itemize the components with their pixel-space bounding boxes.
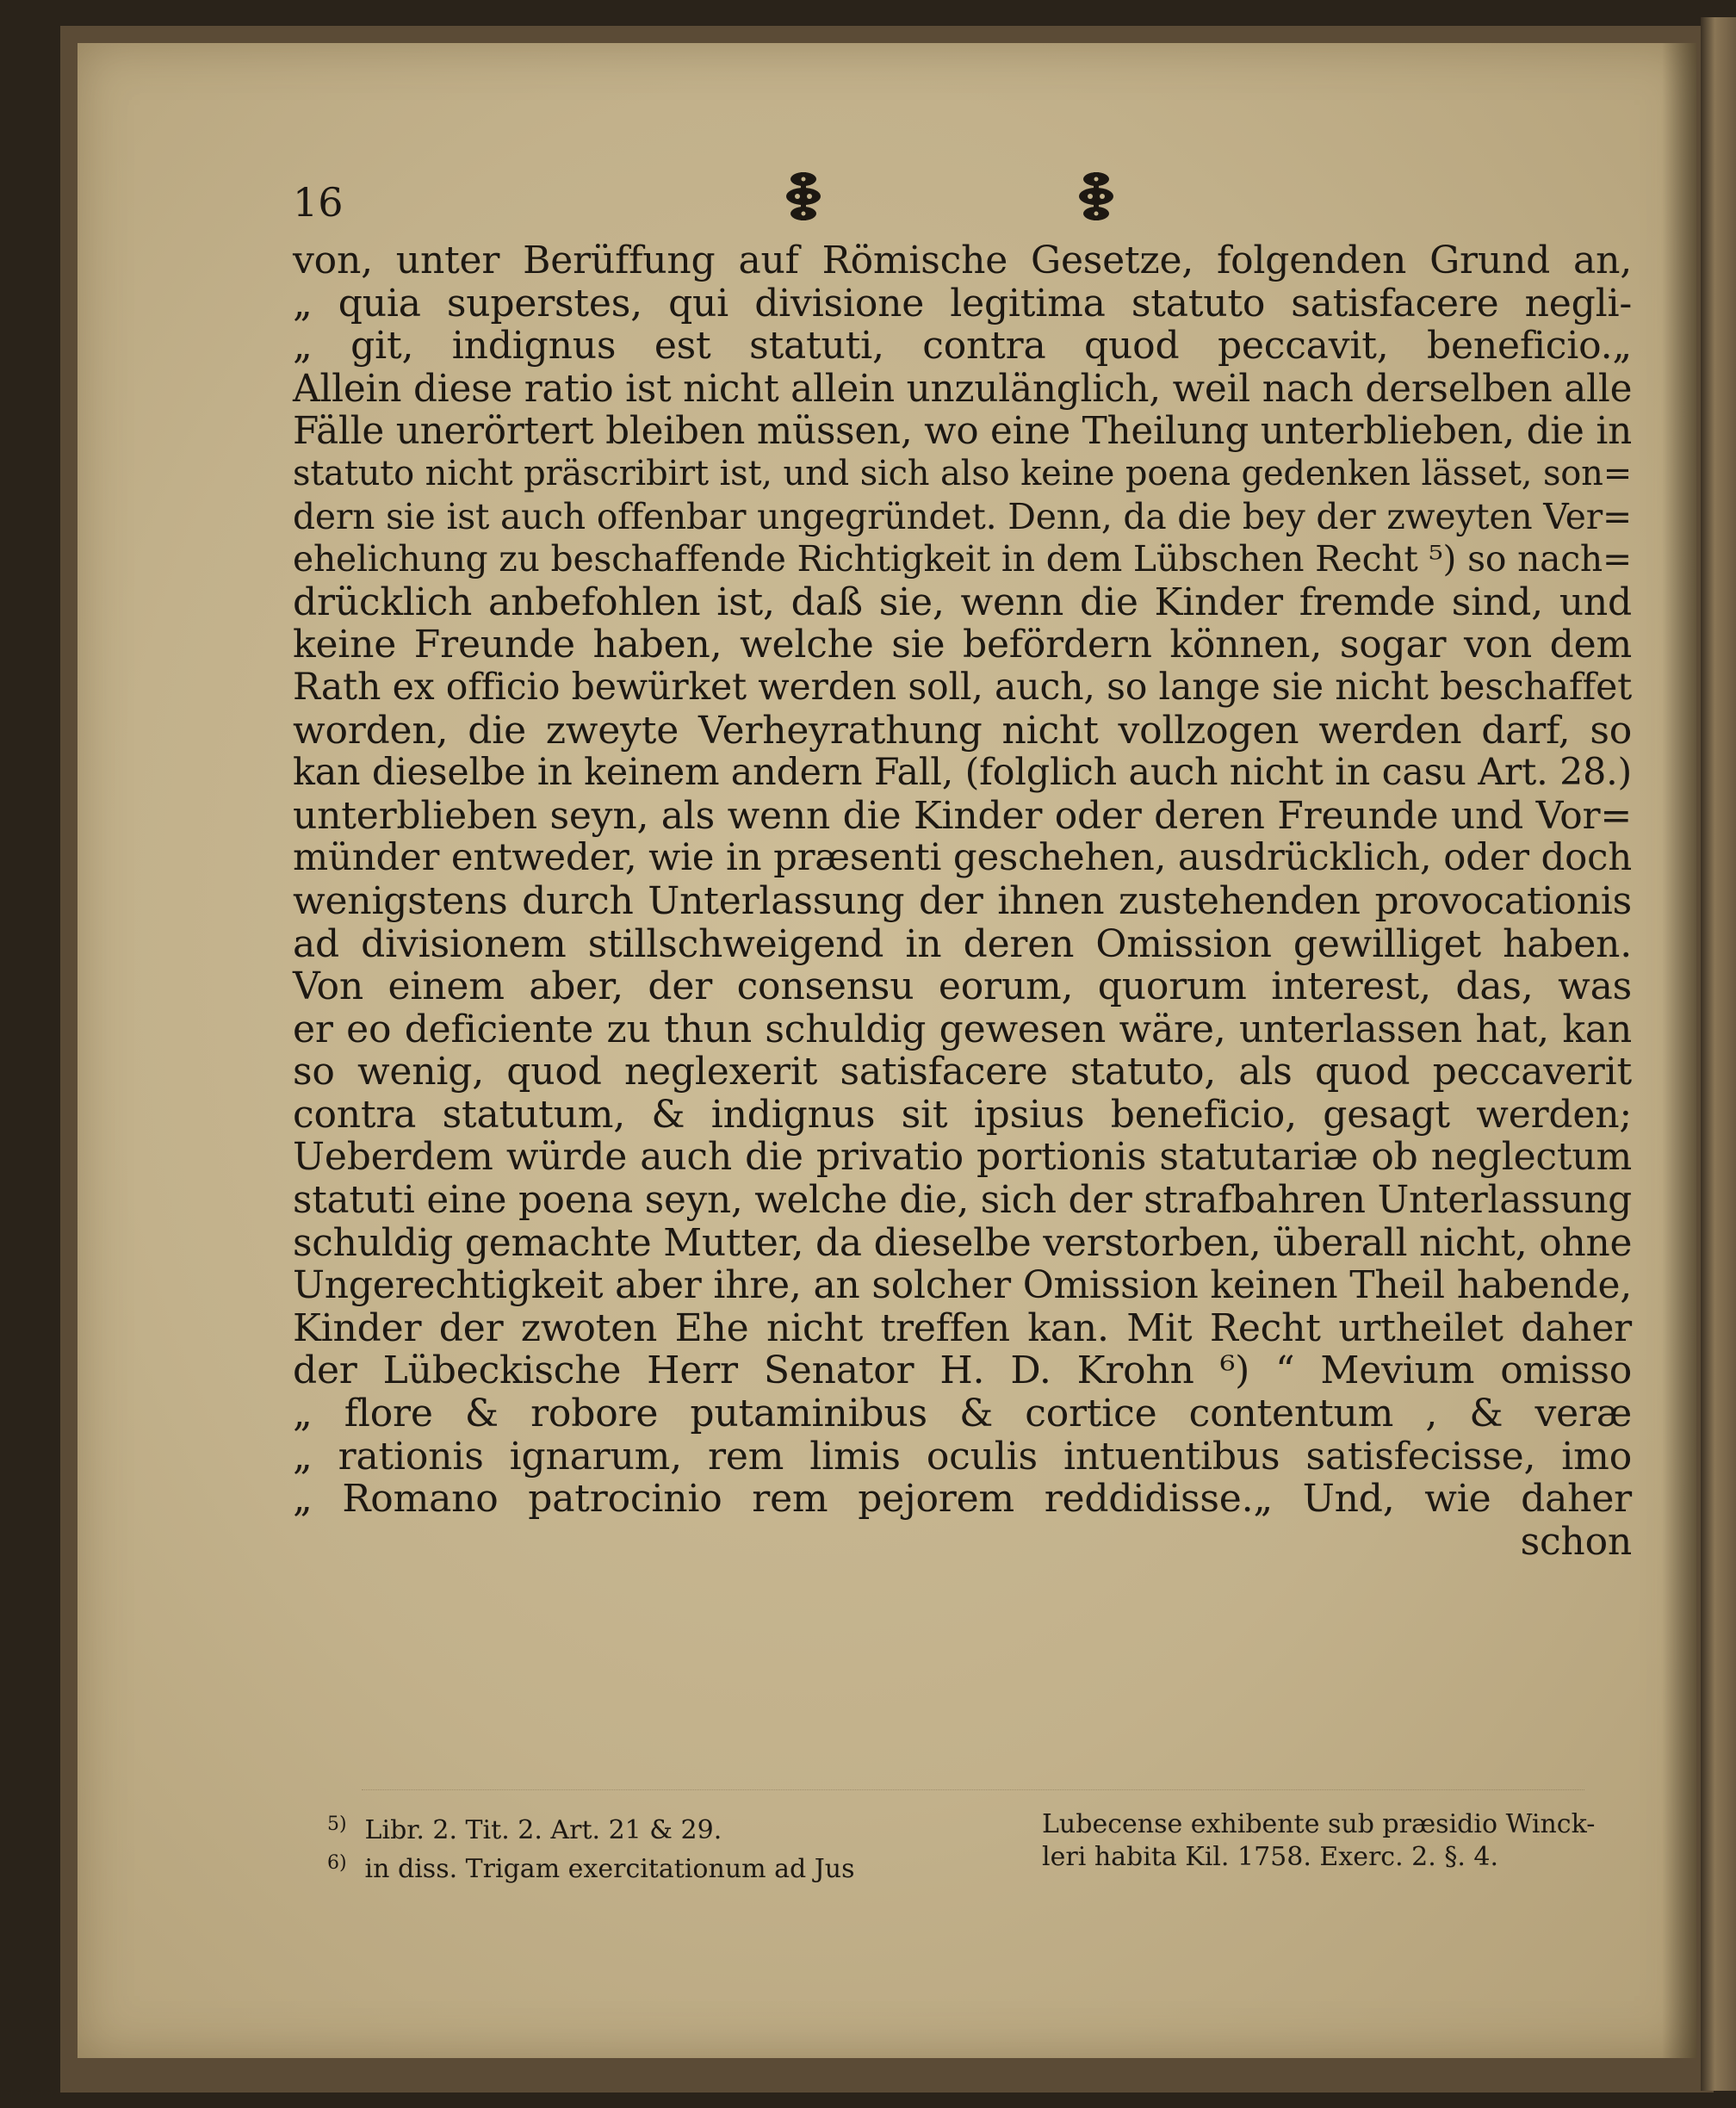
footnote-marker: 6) [327, 1852, 347, 1874]
footnote [327, 1808, 947, 1847]
text-line: so wenig, quod neglexerit satisfacere statuto, als quod peccaverit [293, 1050, 1632, 1094]
page-gutter [1662, 43, 1696, 2058]
catchword: schon [1520, 1519, 1632, 1564]
fleuron-ornament-left-icon [779, 169, 828, 224]
footnote-marker: 5) [327, 1814, 347, 1835]
text-line: wenigstens durch Unterlassung der ihnen zustehenden provocationis [293, 878, 1632, 923]
text-line: münder entweder, wie in præsenti geschehen, ausdrücklich, oder doch [293, 836, 1632, 880]
text-line: worden, die zweyte Verheyrathung nicht vollzogen werden darf, so [293, 708, 1632, 753]
text-line: unterblieben seyn, als wenn die Kinder oder deren Freunde und Vor= [293, 793, 1632, 838]
text-line: statuti eine poena seyn, welche die, sich der strafbahren Unterlassung [293, 1178, 1632, 1223]
text-line: ad divisionem stillschweigend in deren Omission gewilliget haben. [293, 921, 1632, 966]
text-line: Allein diese ratio ist nicht allein unzulänglich, weil nach derselben alle [293, 366, 1633, 411]
text-line: Ueberdem würde auch die privatio portionis statutariæ ob neglectum [293, 1135, 1632, 1180]
text-line: Kinder der zwoten Ehe nicht treffen kan. Mit Recht urtheilet daher [293, 1305, 1632, 1350]
text-line: kan dieselbe in keinem andern Fall, (folglich auch nicht in casu Art. 28.) [293, 751, 1632, 795]
text-line: „ quia superstes, qui divisione legitima statuto satisfacere negli- [293, 281, 1632, 326]
text-line: er eo deficiente zu thun schuldig gewesen wäre, unterlassen hat, kan [293, 1007, 1632, 1051]
text-line: „ git, indignus est statuti, contra quod peccavit, beneficio.„ [293, 324, 1632, 369]
next-leaf-edge [1701, 17, 1736, 2091]
text-line: der Lübeckische Herr Senator H. D. Krohn ⁶) “ Mevium omisso [293, 1348, 1632, 1393]
footnote-text: Libr. 2. Tit. 2. Art. 21 & 29. [364, 1815, 722, 1845]
text-line: contra statutum, & indignus sit ipsius beneficio, gesagt werden; [293, 1092, 1632, 1137]
text-line: Von einem aber, der consensu eorum, quorum interest, das, was [293, 964, 1632, 1009]
text-line: von, unter Berüffung auf Römische Gesetze, folgenden Grund an, [293, 239, 1632, 282]
running-header [293, 164, 1636, 232]
footnote-text: in diss. Trigam exercitationum ad Jus [364, 1854, 855, 1884]
text-line: ehelichung zu beschaffende Richtigkeit in dem Lübschen Recht ⁵) so nach= [293, 538, 1632, 580]
text-line: Fälle unerörtert bleiben müssen, wo eine Theilung unterblieben, die in [293, 409, 1632, 454]
footnotes-right-column [1042, 1808, 1628, 1874]
footnote [327, 1847, 947, 1886]
text-line: „ Romano patrocinio rem pejorem reddidisse.„ Und, wie daher [293, 1477, 1632, 1522]
text-line: „ flore & robore putaminibus & cortice contentum , & veræ [293, 1392, 1632, 1436]
text-line: statuto nicht präscribirt ist, und sich also keine poena gedenken lässet, son= [293, 453, 1632, 493]
page-number: 16 [293, 179, 344, 226]
footnotes-left-column [327, 1808, 947, 1886]
text-line: drücklich anbefohlen ist, daß sie, wenn die Kinder fremde sind, und [293, 580, 1632, 624]
footnote-continuation: Lubecense exhibente sub præsidio Winck- [1042, 1809, 1596, 1839]
text-line: keine Freunde haben, welche sie befördern können, sogar von dem [293, 623, 1632, 667]
text-line: „ rationis ignarum, rem limis oculis intuentibus satisfecisse, imo [293, 1434, 1632, 1479]
text-line: dern sie ist auch offenbar ungegründet. Denn, da die bey der zweyten Ver= [293, 495, 1632, 537]
footnote-continuation: leri habita Kil. 1758. Exerc. 2. §. 4. [1042, 1842, 1499, 1872]
text-line: Rath ex officio bewürket werden soll, auch, so lange sie nicht beschaffet [293, 665, 1632, 709]
body-text [293, 239, 1632, 1563]
fleuron-ornament-right-icon [1072, 169, 1120, 224]
footnote-divider [362, 1789, 1584, 1790]
text-line: Ungerechtigkeit aber ihre, an solcher Omission keinen Theil habende, [293, 1263, 1632, 1308]
text-line: schuldig gemachte Mutter, da dieselbe verstorben, überall nicht, ohne [293, 1220, 1633, 1265]
